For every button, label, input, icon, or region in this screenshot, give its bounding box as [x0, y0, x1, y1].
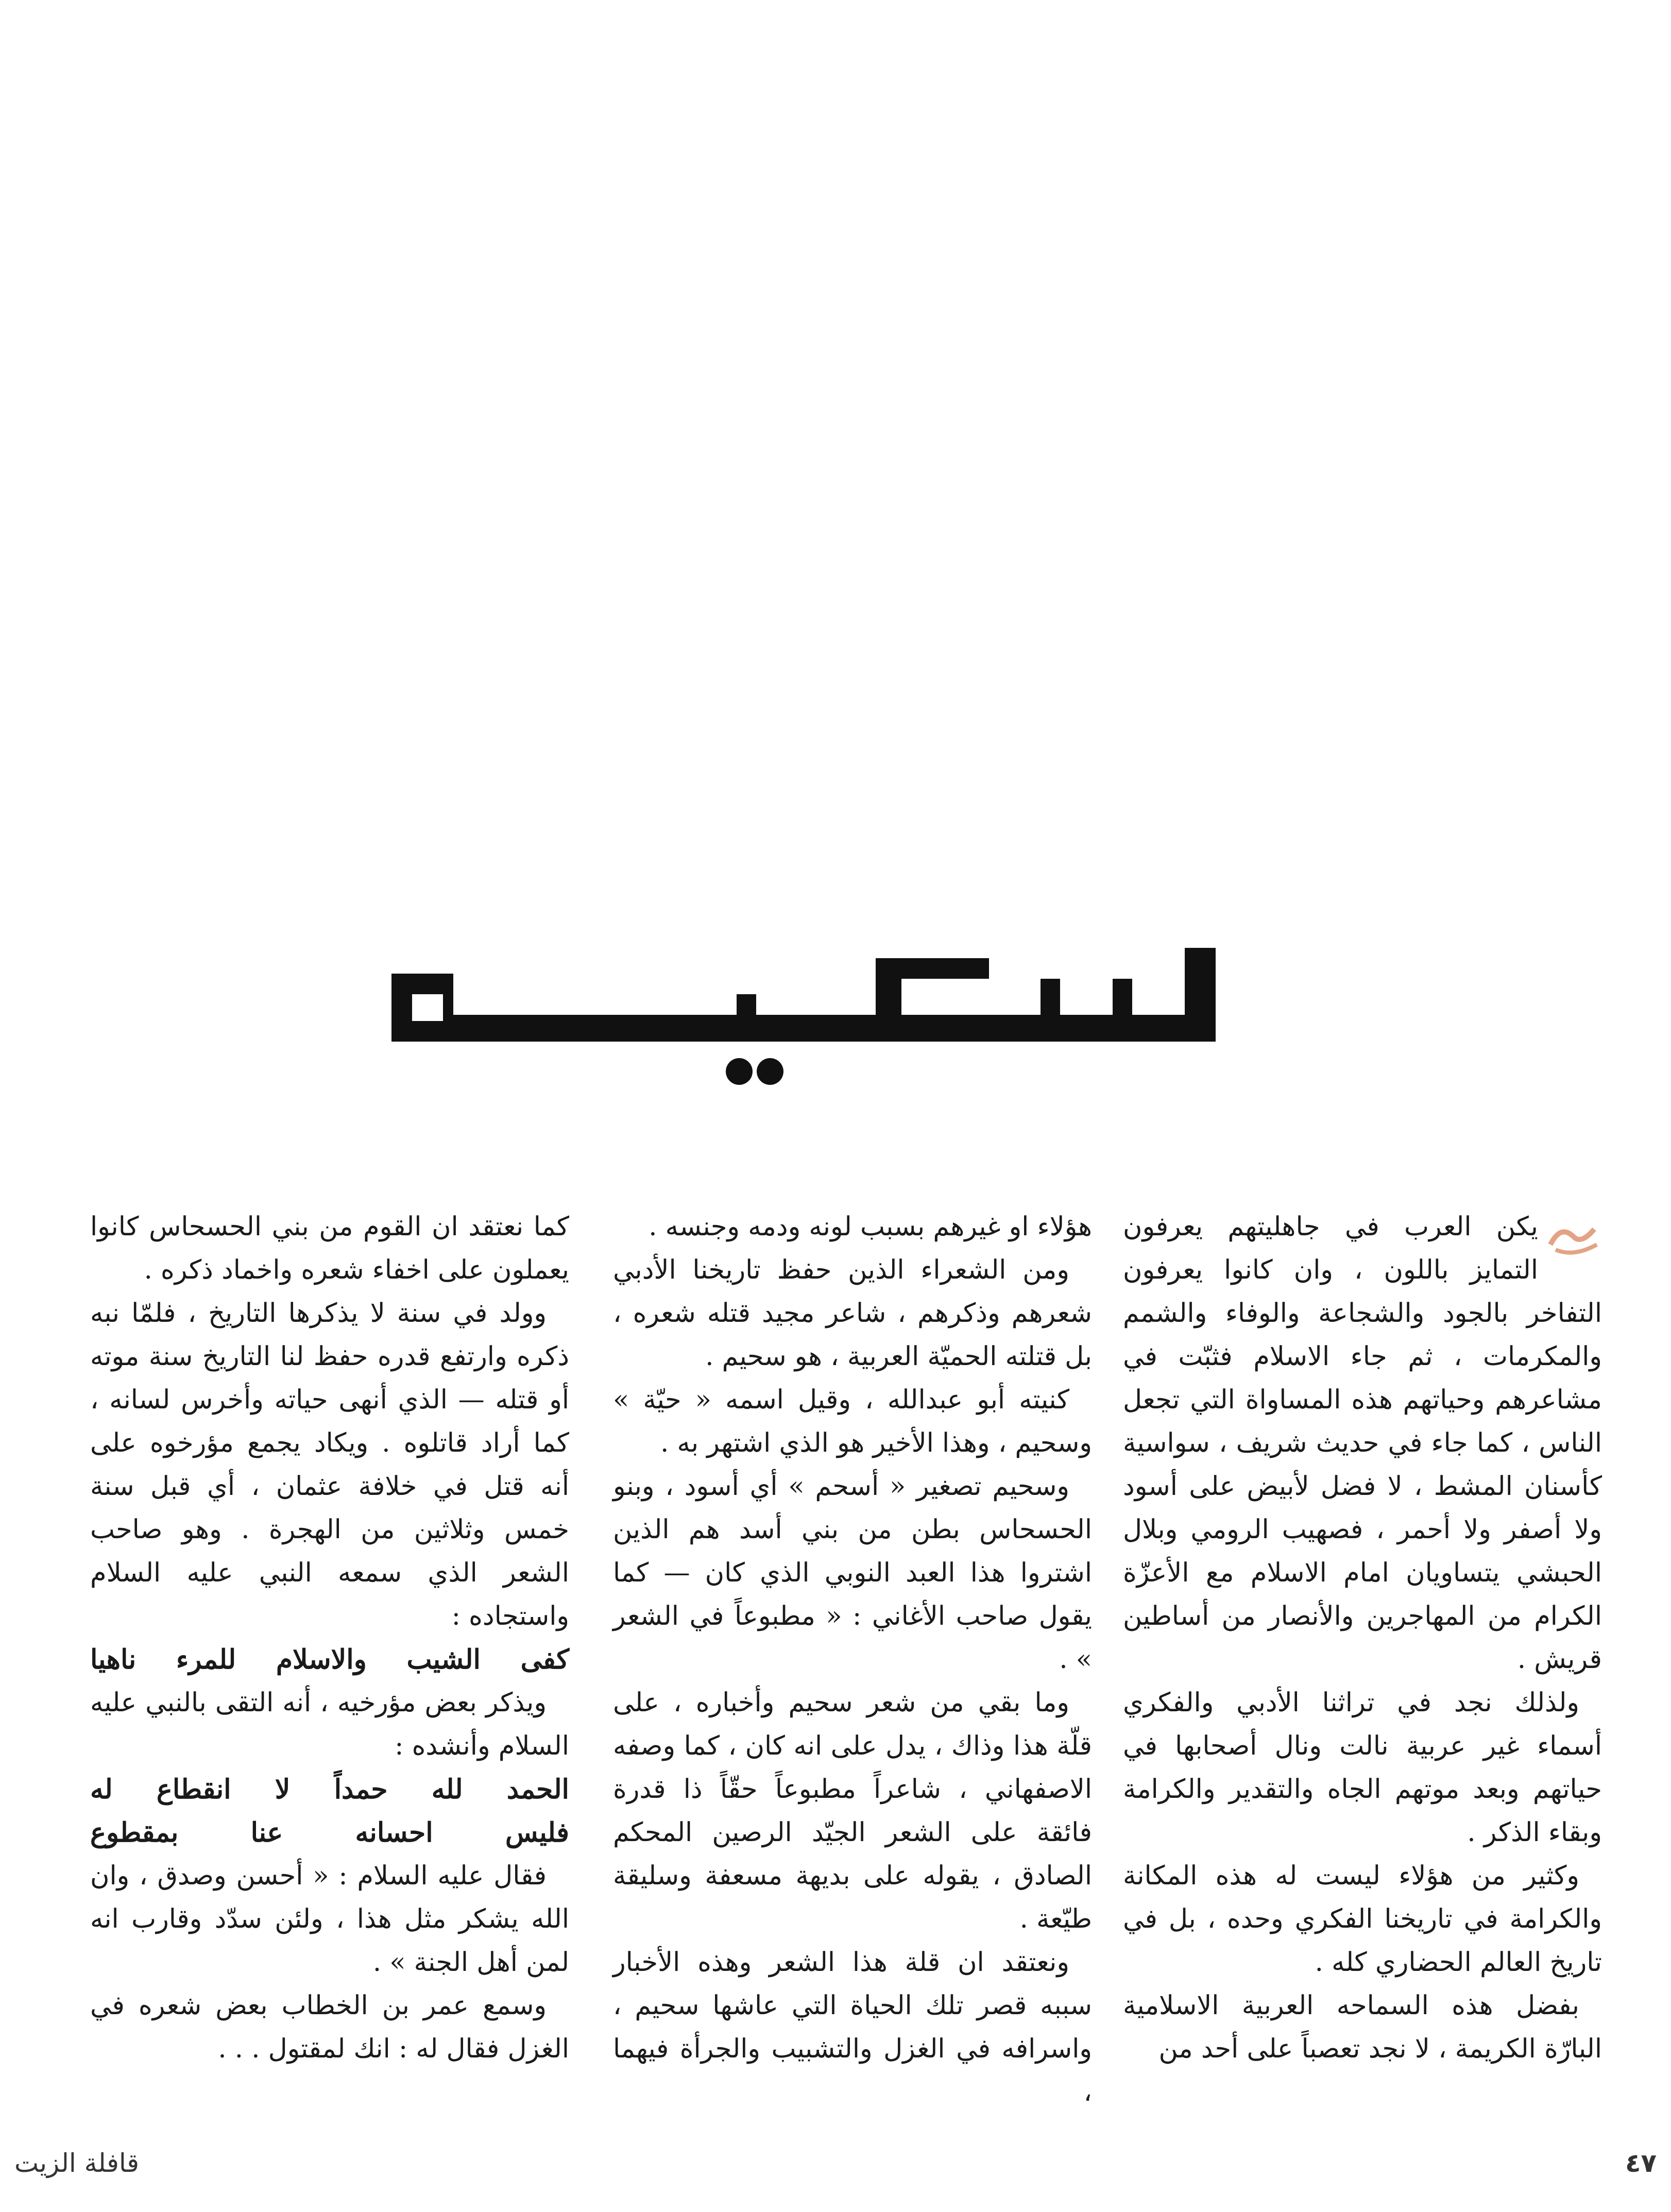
paragraph: كما نعتقد ان القوم من بني الحسحاس كانوا يعملون على اخفاء شعره واخماد ذكره . [90, 1212, 569, 1285]
paragraph: ولذلك نجد في تراثنا الأدبي والفكري أسماء غير عربية نالت ونال أصحابها في حياتهم وبعد موتهم الجاه والتقدير والكرامة وبقاء الذكر . [1123, 1688, 1602, 1848]
paragraph: وولد في سنة لا يذكرها التاريخ ، فلمّا نبه ذكره وارتفع قدره حفظ لنا التاريخ سنة موته أو قتله — الذي أنهى حياته وأخرس لسانه ، كما أراد قاتلوه . ويكاد يجمع مؤرخوه على أنه قتل في خلافة عثمان ، أي قبل سنة خمس وثلاثين من الهجرة . وهو صاحب الشعر الذي سمعه النبي عليه السلام واستجاده : [90, 1298, 569, 1631]
magazine-name: قافلة الزيت [14, 2148, 140, 2178]
article-title [381, 917, 1267, 1102]
title-calligraphy [381, 917, 1267, 1102]
page-number: ٤٧ [1625, 2148, 1657, 2178]
paragraph: بفضل هذه السماحه العربية الاسلامية البارّة الكريمة ، لا نجد تعصباً على أحد من [1123, 1990, 1602, 2064]
paragraph: كنيته أبو عبدالله ، وقيل اسمه « حيّة » وسحيم ، وهذا الأخير هو الذي اشتهر به . [613, 1385, 1092, 1458]
paragraph: ومن الشعراء الذين حفظ تاريخنا الأدبي شعرهم وذكرهم ، شاعر مجيد قتله شعره ، بل قتلته الحميّة العربية ، هو سحيم . [613, 1255, 1092, 1372]
verse-line: فليس احسانه عنا بمقطوع [90, 1817, 569, 1848]
column-middle [613, 1205, 1092, 2114]
title-text [381, 1097, 1267, 1102]
paragraph: وما بقي من شعر سحيم وأخباره ، على قلّة هذا وذاك ، يدل على انه كان ، كما وصفه الاصفهاني ، شاعراً مطبوعاً حقّاً ذا قدرة فائقة على الشعر الجيّد الرصين المحكم الصادق ، يقوله على بديهة مسعفة وسليقة طيّعة . [613, 1688, 1092, 1934]
paragraph: فقال عليه السلام : « أحسن وصدق ، وان الله يشكر مثل هذا ، ولئن سدّد وقارب انه لمن أهل الجنة » . [90, 1861, 569, 1978]
dropcap-letter-icon [1545, 1209, 1602, 1265]
verse-line: الحمد لله حمداً لا انقطاع له [90, 1774, 569, 1805]
paragraph: ويذكر بعض مؤرخيه ، أنه التقى بالنبي عليه السلام وأنشده : [90, 1688, 569, 1761]
paragraph-text: يكن العرب في جاهليتهم يعرفون التمايز باللون ، وان كانوا يعرفون التفاخر بالجود والشجاعة والوفاء والشمم والمكرمات ، ثم جاء الاسلام فثبّت في مشاعرهم وحياتهم هذه المساواة التي تجعل الناس ، كما جاء في حديث شريف ، سواسية كأسنان المشط ، لا فضل لأبيض على أسود ولا أصفر ولا أحمر ، فصهيب الرومي وبلال الحبشي يتساويان امام الاسلام مع الأعزّة الكرام من المهاجرين والأنصار من أساطين قريش . [1123, 1212, 1602, 1675]
paragraph: وسحيم تصغير « أسحم » أي أسود ، وبنو الحسحاس بطن من بني أسد هم الذين اشتروا هذا العبد النوبي الذي كان — كما يقول صاحب الأغاني : « مطبوعاً في الشعر » . [613, 1471, 1092, 1675]
paragraph: وسمع عمر بن الخطاب بعض شعره في الغزل فقال له : انك لمقتول . . . [90, 1990, 569, 2064]
column-right [1123, 1205, 1602, 2071]
column-left [90, 1205, 569, 2071]
paragraph: وكثير من هؤلاء ليست له هذه المكانة والكرامة في تاريخنا الفكري وحده ، بل في تاريخ العالم الحضاري كله . [1123, 1861, 1602, 1978]
paragraph: ونعتقد ان قلة هذا الشعر وهذه الأخبار سببه قصر تلك الحياة التي عاشها سحيم ، واسرافه في الغزل والتشبيب والجرأة فيهما ، [613, 1947, 1092, 2107]
paragraph [1123, 1205, 1602, 1681]
verse-line: كفى الشيب والاسلام للمرء ناهيا [90, 1644, 569, 1675]
paragraph: هؤلاء او غيرهم بسبب لونه ودمه وجنسه . [649, 1212, 1092, 1242]
